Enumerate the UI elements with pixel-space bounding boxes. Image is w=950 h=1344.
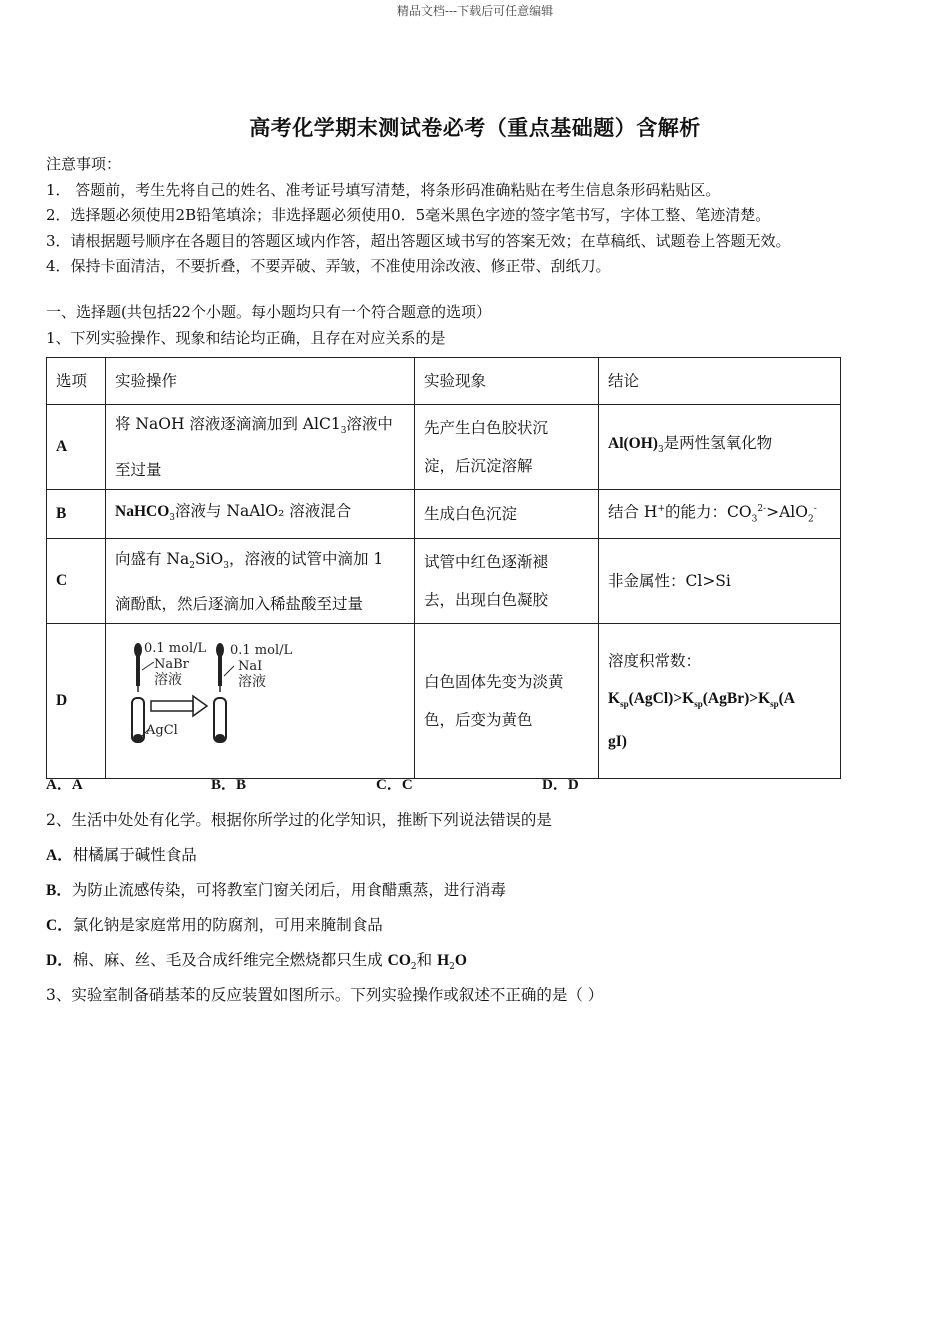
phenomenon-cell: 生成白色沉淀 bbox=[415, 490, 599, 539]
phenomenon-cell: 先产生白色胶状沉 淀，后沉淀溶解 bbox=[415, 405, 599, 490]
phenomenon-cell: 白色固体先变为淡黄 色，后变为黄色 bbox=[415, 624, 599, 779]
test-tube-figure bbox=[106, 624, 406, 764]
q2-option: B．为防止流感传染，可将教室门窗关闭后，用食醋熏蒸，进行消毒 bbox=[46, 881, 506, 899]
figure-label: NaI bbox=[238, 659, 263, 675]
answer-option: C．C bbox=[376, 777, 413, 793]
operation-cell: NaHCO$_3$溶液与 NaAlO₂ 溶液混合 bbox=[106, 490, 415, 539]
q3-stem: 3、实验室制备硝基苯的反应装置如图所示。下列实验操作或叙述不正确的是（ ） bbox=[46, 986, 604, 1004]
notice-item: 4．保持卡面清洁，不要折叠，不要弄破、弄皱，不准使用涂改液、修正带、刮纸刀。 bbox=[46, 257, 611, 275]
figure-label: NaBr bbox=[154, 657, 189, 673]
section-title: 一、选择题(共包括22个小题。每小题均只有一个符合题意的选项） bbox=[46, 303, 491, 321]
conclusion-cell: $Al(OH)_3$是两性氢氧化物 bbox=[599, 405, 841, 490]
figure-label: 溶液 bbox=[238, 674, 266, 691]
notice-item: 3．请根据题号顺序在各题目的答题区域内作答，超出答题区域书写的答案无效；在草稿纸、试题卷上答题无效。 bbox=[46, 231, 791, 250]
operation-cell: 向盛有 $Na_2SiO_3$，溶液的试管中滴加 1 滴酚酞，然后逐滴加入稀盐酸至过量 bbox=[106, 539, 415, 624]
table-row bbox=[47, 539, 841, 624]
q2-option: D．棉、麻、丝、毛及合成纤维完全燃烧都只生成 $CO_2$和 $H_2O$ bbox=[46, 951, 467, 973]
header-note: 精品文档---下载后可任意编辑 bbox=[396, 4, 554, 18]
figure-label: 0.1 mol/L bbox=[230, 643, 293, 659]
answer-option: A．A bbox=[46, 777, 83, 793]
answer-option: B．B bbox=[211, 777, 247, 793]
option-cell: D bbox=[47, 624, 106, 779]
q2-option: C．氯化钠是家庭常用的防腐剂，可用来腌制食品 bbox=[46, 916, 383, 934]
option-cell: A bbox=[47, 405, 106, 490]
table-header-cell: 选项 bbox=[47, 358, 106, 405]
notice-heading: 注意事项： bbox=[46, 155, 122, 173]
q1-table bbox=[46, 357, 841, 779]
notice-item: 2．选择题必须使用2B铅笔填涂；非选择题必须使用0．5毫米黑色字迹的签字笔书写，字体工整、笔迹清楚。 bbox=[46, 206, 771, 224]
section-block bbox=[46, 300, 491, 351]
notice-section bbox=[46, 152, 926, 280]
conclusion-cell: 结合 H+的能力：$CO_3^{2-}>AlO_2^-$ bbox=[599, 490, 841, 539]
q1-stem: 1、下列实验操作、现象和结论均正确，且存在对应关系的是 bbox=[46, 329, 446, 347]
phenomenon-cell: 试管中红色逐渐褪 去，出现白色凝胶 bbox=[415, 539, 599, 624]
table-header-cell: 实验操作 bbox=[106, 358, 415, 405]
page-title: 高考化学期末测试卷必考（重点基础题）含解析 bbox=[249, 115, 701, 140]
option-cell: B bbox=[47, 490, 106, 539]
table-row bbox=[47, 405, 841, 490]
table-header-row bbox=[47, 358, 841, 405]
conclusion-cell: 非金属性：Cl>Si bbox=[599, 539, 841, 624]
table-row bbox=[47, 624, 841, 779]
q2-stem: 2、生活中处处有化学。根据你所学过的化学知识，推断下列说法错误的是 bbox=[46, 811, 552, 829]
table-row bbox=[47, 490, 841, 539]
figure-label: 溶液 bbox=[154, 672, 182, 689]
operation-cell: 将 NaOH 溶液逐滴滴加到 $AlC1_3$溶液中 至过量 bbox=[106, 405, 415, 490]
q2-option: A．柑橘属于碱性食品 bbox=[46, 846, 197, 864]
figure-cell bbox=[106, 624, 415, 779]
figure-label: 0.1 mol/L bbox=[144, 641, 207, 657]
option-cell: C bbox=[47, 539, 106, 624]
table-header-cell: 结论 bbox=[599, 358, 841, 405]
answer-option: D．D bbox=[542, 777, 579, 793]
conclusion-cell: 溶度积常数： $K_{sp}(AgCl)>K_{sp}(AgBr)>K_{sp}(A$ gI) bbox=[599, 624, 841, 779]
table-header-cell: 实验现象 bbox=[415, 358, 599, 405]
notice-item: 1． 答题前，考生先将自己的姓名、准考证号填写清楚，将条形码准确粘贴在考生信息条形码粘贴区。 bbox=[46, 180, 721, 199]
figure-label: AgCl bbox=[146, 723, 178, 739]
